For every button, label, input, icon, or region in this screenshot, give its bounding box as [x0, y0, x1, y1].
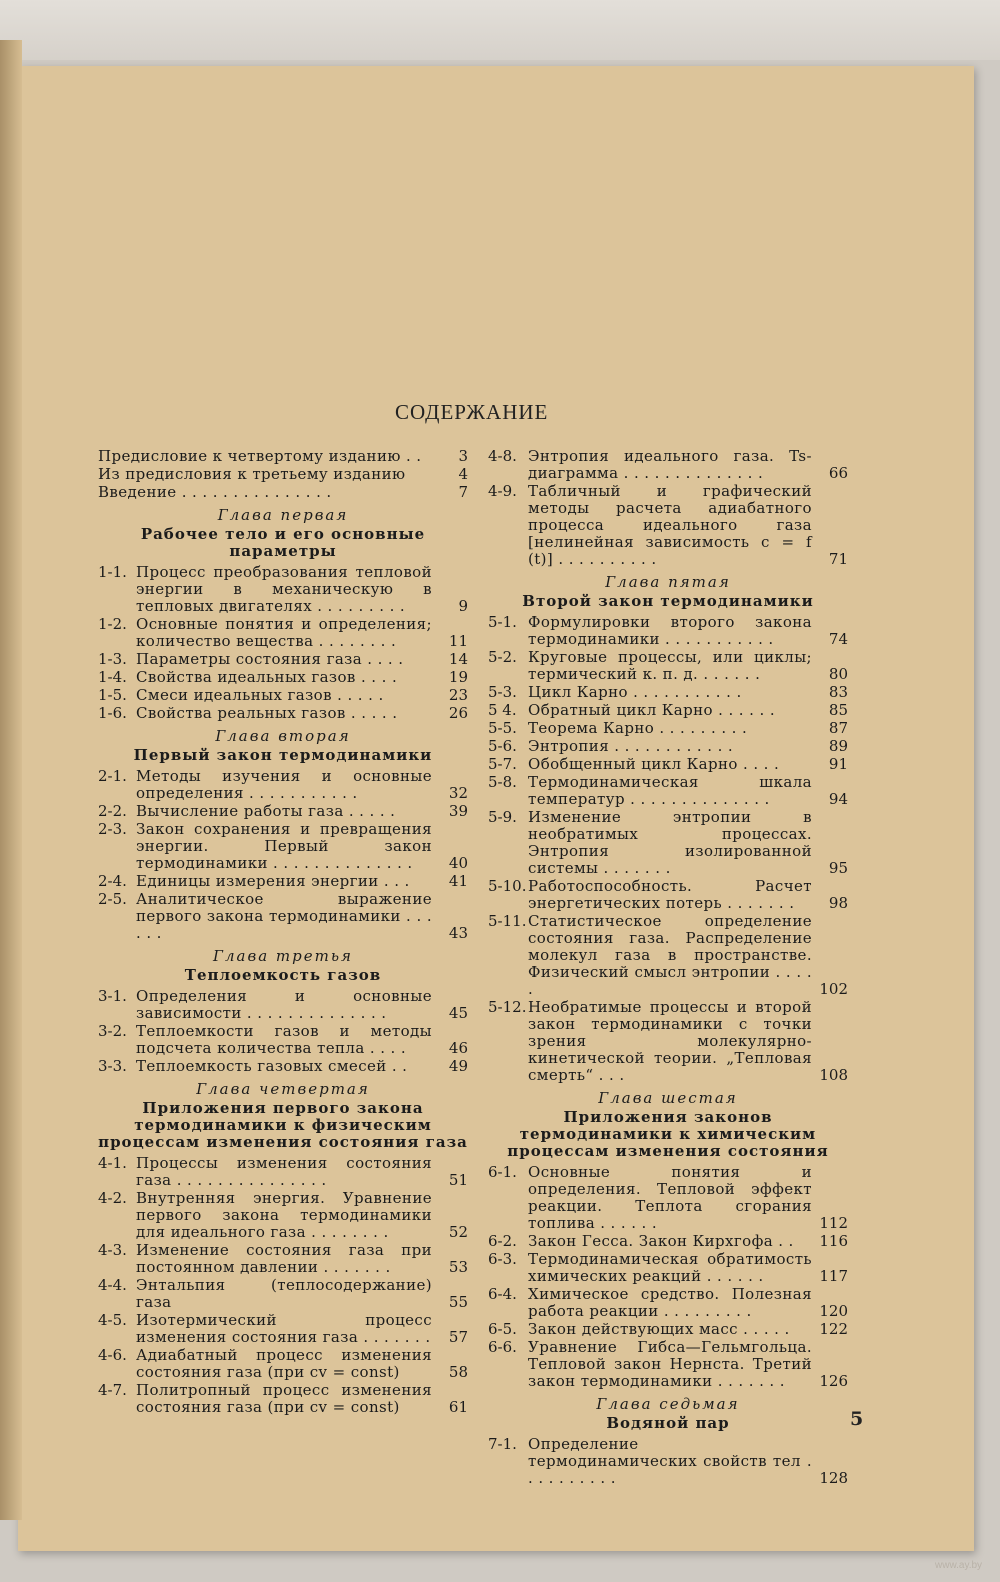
section-number: 4-1.	[98, 1154, 127, 1172]
toc-entry	[488, 1251, 848, 1285]
page-ref: 66	[828, 464, 848, 482]
section-number: 5 4.	[488, 701, 517, 719]
toc-entry	[488, 809, 848, 877]
section-number: 4-8.	[488, 447, 517, 465]
toc-entry	[488, 878, 848, 912]
page-ref: 55	[448, 1293, 468, 1311]
section-number: 3-3.	[98, 1057, 127, 1075]
section-number: 3-1.	[98, 987, 127, 1005]
section-title: Необратимые процессы и второй закон термодинамики с точки зрения молекулярно-кинетической теории. „Тепловая смерть“ . . .	[528, 998, 812, 1084]
toc-entry	[488, 774, 848, 808]
section-number: 5-1.	[488, 613, 517, 631]
page-ref: 74	[828, 630, 848, 648]
section-title: Аналитическое выражение первого закона термодинамики . . . . . .	[136, 890, 432, 942]
chapter-title: Второй закон термодинамики	[522, 592, 814, 610]
section-title: Формулировки второго закона термодинамики . . . . . . . . . . .	[528, 613, 812, 648]
section-title: Теплоемкости газов и методы подсчета количества тепла . . . .	[136, 1022, 432, 1057]
section-title: Термодинамическая шкала температур . . . . . . . . . . . . . .	[528, 773, 812, 808]
section-title: Политропный процесс изменения состояния газа (при cv = const)	[136, 1381, 432, 1416]
toc-entry	[98, 1382, 468, 1416]
section-number: 4-7.	[98, 1381, 127, 1399]
section-title: Закон сохранения и превращения энергии. Первый закон термодинамики . . . . . . . . . . . . . .	[136, 820, 432, 872]
section-number: 2-4.	[98, 872, 127, 890]
page-ref: 26	[448, 704, 468, 722]
chapter-label: Глава седьмая	[596, 1395, 740, 1413]
page-ref: 14	[448, 650, 468, 668]
chapter-label: Глава пятая	[605, 573, 731, 591]
toc-entry	[98, 616, 468, 650]
section-number: 4-6.	[98, 1346, 127, 1364]
toc-entry	[488, 649, 848, 683]
section-title: Предисловие к четвертому изданию . .	[98, 447, 422, 465]
toc-entry	[98, 988, 468, 1022]
section-title: Внутренняя энергия. Уравнение первого закона термодинамики для идеального газа . . . . . . . .	[136, 1189, 432, 1241]
section-title: Основные понятия и определения; количество вещества . . . . . . . .	[136, 615, 432, 650]
section-number: 1-3.	[98, 650, 127, 668]
toc-entry	[488, 1436, 848, 1487]
toc-entry	[98, 669, 468, 686]
toc-entry	[98, 1347, 468, 1381]
toc-entry	[98, 484, 468, 501]
section-title: Основные понятия и определения. Тепловой эффект реакции. Теплота сгорания топлива . . . . . .	[528, 1163, 812, 1232]
toc-right-continuation	[488, 448, 848, 568]
section-title: Обратный цикл Карно . . . . . .	[528, 701, 775, 719]
section-title: Вычисление работы газа . . . . .	[136, 802, 396, 820]
page-ref: 4	[458, 465, 468, 483]
page-ref: 61	[448, 1398, 468, 1416]
page-ref: 91	[828, 755, 848, 773]
page-ref: 51	[448, 1171, 468, 1189]
section-title: Свойства идеальных газов . . . .	[136, 668, 398, 686]
section-title: Закон действующих масс . . . . .	[528, 1320, 790, 1338]
section-number: 5-8.	[488, 773, 517, 791]
section-number: 5-3.	[488, 683, 517, 701]
page-ref: 83	[828, 683, 848, 701]
section-title: Круговые процессы, или циклы; термический к. п. д. . . . . . .	[528, 648, 812, 683]
page-ref: 58	[448, 1363, 468, 1381]
page-ref: 94	[828, 790, 848, 808]
background-surface	[0, 0, 1000, 60]
section-title: Термодинамическая обратимость химических реакций . . . . . .	[528, 1250, 812, 1285]
toc-entry	[98, 705, 468, 722]
toc-entry	[98, 1155, 468, 1189]
section-title: Параметры состояния газа . . . .	[136, 650, 404, 668]
toc-entry	[488, 738, 848, 755]
toc-left-column	[98, 448, 468, 1417]
section-title: Смеси идеальных газов . . . . .	[136, 686, 384, 704]
toc-intro-section	[98, 448, 468, 501]
section-title: Методы изучения и основные определения . . . . . . . . . . .	[136, 767, 432, 802]
page-ref: 43	[448, 924, 468, 942]
page-ref: 95	[828, 859, 848, 877]
section-number: 2-3.	[98, 820, 127, 838]
toc-entry	[98, 466, 468, 483]
page-ref: 7	[458, 483, 468, 501]
page-ref: 126	[819, 1372, 848, 1390]
toc-entry	[98, 768, 468, 802]
page-ref: 11	[448, 632, 468, 650]
section-number: 4-9.	[488, 482, 517, 500]
section-number: 6-2.	[488, 1232, 517, 1250]
toc-entry	[488, 684, 848, 701]
section-number: 4-5.	[98, 1311, 127, 1329]
section-number: 1-1.	[98, 563, 127, 581]
toc-entry	[98, 1190, 468, 1241]
section-number: 5-7.	[488, 755, 517, 773]
page-ref: 52	[448, 1223, 468, 1241]
page-ref: 57	[448, 1328, 468, 1346]
toc-left-chapters	[98, 507, 468, 1416]
section-number: 2-1.	[98, 767, 127, 785]
section-number: 1-2.	[98, 615, 127, 633]
toc-entry	[98, 1058, 468, 1075]
toc-entry	[488, 1164, 848, 1232]
page-ref: 45	[448, 1004, 468, 1022]
toc-entry	[488, 702, 848, 719]
section-title: Химическое средство. Полезная работа реакции . . . . . . . . .	[528, 1285, 812, 1320]
section-title: Цикл Карно . . . . . . . . . . .	[528, 683, 742, 701]
section-title: Работоспособность. Расчет энергетических потерь . . . . . . .	[528, 877, 812, 912]
page-ref: 112	[819, 1214, 848, 1232]
page-ref: 85	[828, 701, 848, 719]
section-number: 6-4.	[488, 1285, 517, 1303]
section-title: Определения и основные зависимости . . . . . . . . . . . . . .	[136, 987, 432, 1022]
section-number: 5-10.	[488, 877, 527, 895]
section-number: 5-2.	[488, 648, 517, 666]
page-ref: 23	[448, 686, 468, 704]
toc-entry	[98, 1023, 468, 1057]
page-ref: 46	[448, 1039, 468, 1057]
toc-right-chapters	[488, 574, 848, 1487]
page-ref: 9	[458, 597, 468, 615]
toc-entry	[98, 564, 468, 615]
section-number: 4-3.	[98, 1241, 127, 1259]
toc-entry	[488, 614, 848, 648]
toc-entry	[98, 687, 468, 704]
page-ref: 3	[458, 447, 468, 465]
toc-entry	[488, 1233, 848, 1250]
section-title: Статистическое определение состояния газа. Распределение молекул газа в пространстве. Физический смысл энтропии . . . . .	[528, 912, 812, 998]
toc-entry	[488, 720, 848, 737]
page-ref: 108	[819, 1066, 848, 1084]
section-title: Теплоемкость газовых смесей . .	[136, 1057, 408, 1075]
section-number: 2-5.	[98, 890, 127, 908]
section-title: Теорема Карно . . . . . . . . .	[528, 719, 748, 737]
page-ref: 71	[828, 550, 848, 568]
section-number: 5-6.	[488, 737, 517, 755]
section-number: 5-9.	[488, 808, 517, 826]
chapter-title: Приложения первого закона термодинамики к физическим процессам изменения состояния газа	[98, 1099, 468, 1151]
section-number: 1-4.	[98, 668, 127, 686]
toc-entry	[98, 1277, 468, 1311]
section-number: 7-1.	[488, 1435, 517, 1453]
section-title: Единицы измерения энергии . . .	[136, 872, 410, 890]
page-ref: 102	[819, 980, 848, 998]
page-ref: 80	[828, 665, 848, 683]
section-title: Закон Гесса. Закон Кирхгофа . .	[528, 1232, 794, 1250]
page-ref: 40	[448, 854, 468, 872]
page-ref: 32	[448, 784, 468, 802]
chapter-label: Глава шестая	[598, 1089, 738, 1107]
page-number: 5	[850, 1408, 864, 1430]
section-title: Изменение энтропии в необратимых процессах. Энтропия изолированной системы . . . . . . .	[528, 808, 812, 877]
section-number: 2-2.	[98, 802, 127, 820]
section-number: 4-4.	[98, 1276, 127, 1294]
chapter-title: Первый закон термодинамики	[133, 746, 433, 764]
chapter-title: Водяной пар	[606, 1414, 730, 1432]
section-title: Уравнение Гибса—Гельмгольца. Тепловой закон Нернста. Третий закон термодинамики . . . . . . .	[528, 1338, 812, 1390]
toc-entry	[488, 1339, 848, 1390]
toc-entry	[488, 913, 848, 998]
toc-entry	[488, 999, 848, 1084]
page-ref: 128	[819, 1469, 848, 1487]
toc-entry	[98, 448, 468, 465]
section-title: Энтропия . . . . . . . . . . . .	[528, 737, 734, 755]
chapter-label: Глава третья	[213, 947, 353, 965]
page-ref: 49	[448, 1057, 468, 1075]
chapter-label: Глава четвертая	[196, 1080, 370, 1098]
section-number: 1-6.	[98, 704, 127, 722]
chapter-label: Глава первая	[217, 506, 349, 524]
toc-entry	[98, 651, 468, 668]
section-title: Свойства реальных газов . . . . .	[136, 704, 398, 722]
section-number: 1-5.	[98, 686, 127, 704]
section-title: Процессы изменения состояния газа . . . . . . . . . . . . . . .	[136, 1154, 432, 1189]
section-number: 6-1.	[488, 1163, 517, 1181]
page-ref: 122	[819, 1320, 848, 1338]
toc-entry	[98, 803, 468, 820]
page-ref: 89	[828, 737, 848, 755]
watermark: www.ay.by	[935, 1560, 983, 1571]
page-title: СОДЕРЖАНИЕ	[395, 400, 549, 424]
section-title: Обобщенный цикл Карно . . . .	[528, 755, 780, 773]
toc-entry	[488, 448, 848, 482]
section-title: Введение . . . . . . . . . . . . . . .	[98, 483, 332, 501]
chapter-label: Глава вторая	[215, 727, 351, 745]
section-number: 6-3.	[488, 1250, 517, 1268]
toc-right-column	[488, 448, 848, 1488]
toc-entry	[98, 873, 468, 890]
section-number: 6-6.	[488, 1338, 517, 1356]
section-title: Изотермический процесс изменения состояния газа . . . . . . .	[136, 1311, 432, 1346]
section-title: Табличный и графический методы расчета адиабатного процесса идеального газа [нелинейная зависимость c = f (t)] . . . . . . . . . .	[528, 482, 812, 568]
section-number: 3-2.	[98, 1022, 127, 1040]
toc-entry	[488, 483, 848, 568]
toc-entry	[98, 891, 468, 942]
toc-entry	[488, 1286, 848, 1320]
toc-entry	[98, 1312, 468, 1346]
section-number: 4-2.	[98, 1189, 127, 1207]
section-title: Процесс преобразования тепловой энергии в механическую в тепловых двигателях . . . . . . . . .	[136, 563, 432, 615]
page-ref: 98	[828, 894, 848, 912]
toc-entry	[488, 756, 848, 773]
page-ref: 19	[448, 668, 468, 686]
page-ref: 41	[448, 872, 468, 890]
chapter-title: Теплоемкость газов	[184, 966, 382, 984]
page-ref: 116	[819, 1232, 848, 1250]
page-ref: 120	[819, 1302, 848, 1320]
section-title: Энтропия идеального газа. Ts-диаграмма . . . . . . . . . . . . . .	[528, 447, 812, 482]
section-title: Изменение состояния газа при постоянном давлении . . . . . . .	[136, 1241, 432, 1276]
section-number: 5-5.	[488, 719, 517, 737]
section-number: 5-12.	[488, 998, 527, 1016]
section-title: Определение термодинамических свойств тел . . . . . . . . . .	[528, 1435, 812, 1487]
section-title: Энтальпия (теплосодержание) газа	[136, 1276, 432, 1311]
page-ref: 53	[448, 1258, 468, 1276]
page-ref: 117	[819, 1267, 848, 1285]
chapter-title: Рабочее тело и его основные параметры	[140, 525, 426, 560]
page-spine-edge	[0, 40, 22, 1520]
section-number: 6-5.	[488, 1320, 517, 1338]
toc-entry	[488, 1321, 848, 1338]
section-title: Адиабатный процесс изменения состояния газа (при cv = const)	[136, 1346, 432, 1381]
page-ref: 39	[448, 802, 468, 820]
toc-entry	[98, 821, 468, 872]
section-title: Из предисловия к третьему изданию	[98, 465, 406, 483]
section-number: 5-11.	[488, 912, 527, 930]
chapter-title: Приложения законов термодинамики к химическим процессам изменения состояния	[507, 1108, 829, 1160]
toc-entry	[98, 1242, 468, 1276]
page-ref: 87	[828, 719, 848, 737]
